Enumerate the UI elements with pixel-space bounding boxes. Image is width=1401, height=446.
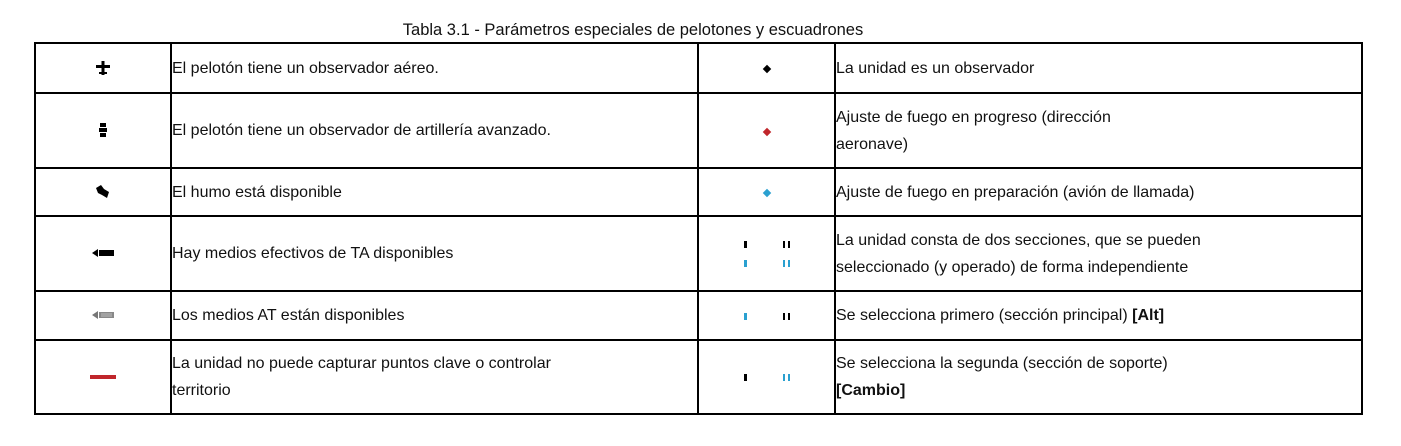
icon-cell (35, 291, 171, 340)
description-line: La unidad consta de dos secciones, que se pueden (836, 231, 1201, 249)
description-cell: La unidad es un observador (835, 43, 1362, 93)
description-cell (171, 340, 698, 414)
red-bar-icon (90, 375, 116, 379)
description-cell: El pelotón tiene un observador aéreo. (171, 43, 698, 93)
icon-cell (35, 216, 171, 291)
icon-cell (698, 43, 835, 93)
icon-cell (698, 291, 835, 340)
description-line: La unidad no puede capturar puntos clave o controlar (172, 355, 551, 372)
table-row (35, 168, 1362, 216)
parameters-table (34, 42, 1363, 415)
key-hint: [Cambio] (836, 382, 906, 399)
icon-cell (698, 340, 835, 414)
effective-at-icon (92, 248, 114, 258)
description-line: territorio (172, 382, 231, 399)
second-section-selected-icon (744, 374, 790, 381)
table-caption: Tabla 3.1 - Parámetros especiales de pelotones y escuadrones (402, 21, 864, 39)
key-hint: [Alt] (1132, 307, 1165, 324)
description-line: seleccionado (y operado) de forma independiente (836, 258, 1189, 276)
icon-cell (698, 168, 835, 216)
icon-cell (698, 216, 835, 291)
icon-cell (35, 43, 171, 93)
icon-cell (35, 168, 171, 216)
airplane-icon (96, 61, 110, 75)
description-cell: El humo está disponible (171, 168, 698, 216)
table-row (35, 340, 1362, 414)
black-diamond-icon (762, 65, 770, 73)
description-cell (835, 340, 1362, 414)
description-cell: El pelotón tiene un observador de artillería avanzado. (171, 93, 698, 168)
description-text: Se selecciona primero (sección principal) (836, 307, 1128, 324)
description-line: Se selecciona la segunda (sección de soporte) (836, 355, 1168, 372)
icon-cell (698, 93, 835, 168)
forward-observer-icon (98, 123, 108, 137)
description-cell: Los medios AT están disponibles (171, 291, 698, 340)
description-cell: Hay medios efectivos de TA disponibles (171, 216, 698, 291)
at-means-icon (92, 310, 114, 320)
smoke-icon (95, 185, 111, 199)
two-sections-icon (699, 241, 834, 267)
description-cell: Ajuste de fuego en preparación (avión de llamada) (835, 168, 1362, 216)
table-row (35, 93, 1362, 168)
description-cell (835, 216, 1362, 291)
description-line: aeronave) (836, 135, 909, 153)
description-cell (835, 291, 1362, 340)
description-line: Ajuste de fuego en progreso (dirección (836, 108, 1111, 126)
table-row (35, 43, 1362, 93)
description-cell (835, 93, 1362, 168)
icon-cell (35, 340, 171, 414)
blue-diamond-icon (762, 189, 770, 197)
table-row (35, 216, 1362, 291)
first-section-selected-icon (744, 313, 790, 320)
icon-cell (35, 93, 171, 168)
table-row (35, 291, 1362, 340)
red-diamond-icon (762, 127, 770, 135)
